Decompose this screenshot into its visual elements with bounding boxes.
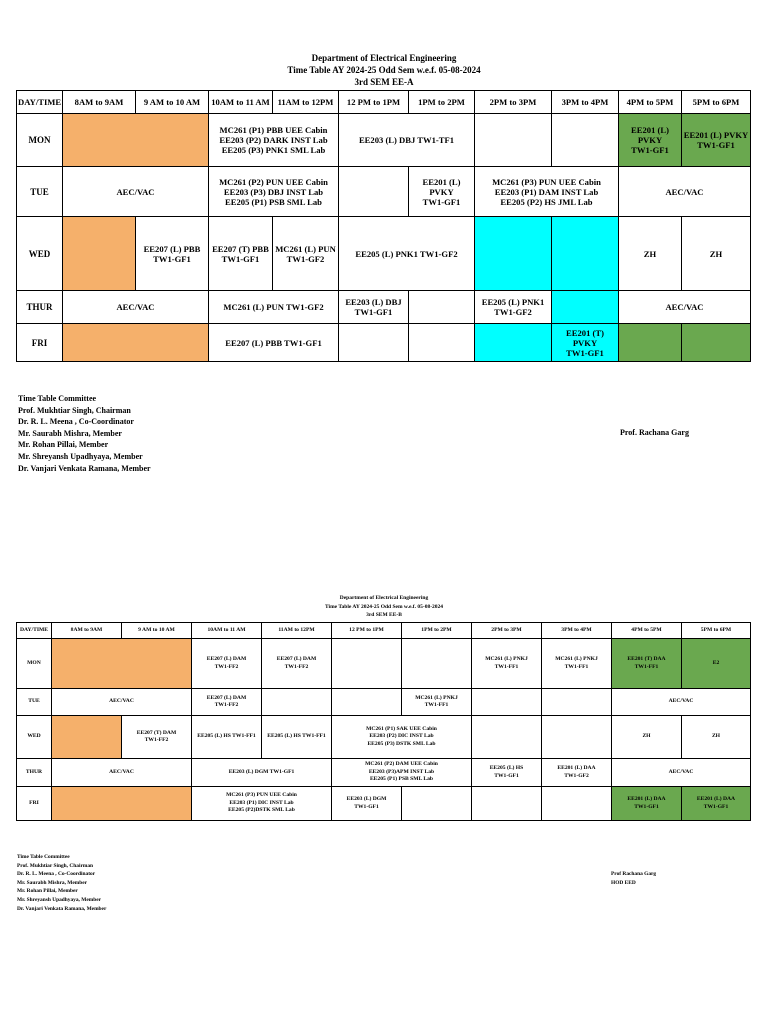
row-fri — [17, 324, 751, 362]
col-header: 9 AM to 10 AM — [122, 623, 192, 639]
empty-slot — [542, 689, 612, 716]
day-label: TUE — [17, 167, 63, 217]
empty-slot — [402, 639, 472, 689]
header-row — [17, 91, 751, 114]
col-header: 11AM to 12PM — [273, 91, 339, 114]
class-cell: ZH — [682, 716, 751, 759]
committee-line: Mr. Saurabh Mishra, Member — [18, 428, 122, 438]
day-label: THUR — [17, 759, 52, 787]
col-header: 1PM to 2PM — [409, 91, 475, 114]
committee-line: Mr. Rohan Pillai, Member — [17, 888, 78, 895]
empty-slot — [339, 167, 409, 217]
day-label: TUE — [17, 689, 52, 716]
empty-slot — [472, 689, 542, 716]
class-cell: EE201 (L) DAA TW1-GF1 — [612, 787, 682, 821]
empty-slot — [475, 217, 552, 291]
empty-slot — [542, 787, 612, 821]
col-header: 9 AM to 10 AM — [136, 91, 209, 114]
col-header: 4PM to 5PM — [612, 623, 682, 639]
col-header: 3PM to 4PM — [552, 91, 619, 114]
session-line: Time Table AY 2024-25 Odd Sem w.e.f. 05-08-2024 — [324, 603, 444, 610]
row-mon — [17, 639, 751, 689]
committee-line: Dr. R. L. Meena , Co-Coordinator — [18, 417, 134, 427]
class-cell: MC261 (P2) DAM UEE Cabin EE203 (P3)APM INST Lab EE205 (P1) PSB SML Lab — [332, 759, 472, 787]
day-label: WED — [17, 716, 52, 759]
empty-slot — [332, 639, 402, 689]
empty-slot — [475, 114, 552, 167]
class-cell: EE205 (L) PNK1 TW1-GF2 — [475, 291, 552, 324]
row-fri — [17, 787, 751, 821]
empty-slot — [682, 324, 751, 362]
class-cell: EE207 (L) PBB TW1-GF1 — [209, 324, 339, 362]
session-line: Time Table AY 2024-25 Odd Sem w.e.f. 05-08-2024 — [287, 65, 481, 75]
empty-slot — [63, 324, 209, 362]
empty-slot — [472, 716, 542, 759]
class-cell: AEC/VAC — [619, 167, 751, 217]
empty-slot — [552, 291, 619, 324]
empty-slot — [339, 324, 409, 362]
class-cell: AEC/VAC — [52, 689, 192, 716]
class-cell: E2 — [682, 639, 751, 689]
signatory-b — [611, 870, 656, 887]
empty-slot — [262, 689, 332, 716]
row-tue — [17, 167, 751, 217]
committee-line: Mr. Shreyansh Upadhyaya, Member — [18, 451, 143, 461]
day-label: MON — [17, 114, 63, 167]
empty-slot — [542, 716, 612, 759]
empty-slot — [52, 716, 122, 759]
timetable-b-header — [0, 594, 768, 620]
class-cell: AEC/VAC — [612, 759, 751, 787]
class-cell: EE201 (T) PVKY TW1-GF1 — [552, 324, 619, 362]
col-header: 2PM to 3PM — [475, 91, 552, 114]
committee-line: Prof. Mukhtiar Singh, Chairman — [18, 405, 131, 415]
committee-line: Prof. Mukhtiar Singh, Chairman — [17, 862, 94, 869]
class-cell: EE207 (L) PBB TW1-GF1 — [136, 217, 209, 291]
committee-list-a — [18, 393, 151, 474]
class-cell: MC261 (P1) PBB UEE Cabin EE203 (P2) DARK INST Lab EE205 (P3) PNK1 SML Lab — [209, 114, 339, 167]
col-header: 10AM to 11 AM — [209, 91, 273, 114]
committee-line: Time Table Committee — [17, 854, 70, 860]
col-header: DAY/TIME — [17, 91, 63, 114]
row-mon — [17, 114, 751, 167]
signatory-title: HOD EED — [611, 879, 636, 886]
col-header: DAY/TIME — [17, 623, 52, 639]
class-cell: AEC/VAC — [52, 759, 192, 787]
timetable-ee-b — [16, 622, 751, 821]
committee-line: Dr. Vanjari Venkata Ramana, Member — [17, 905, 107, 912]
committee-line: Mr. Saurabh Mishra, Member — [17, 879, 88, 886]
class-cell: EE207 (T) PBB TW1-GF1 — [209, 217, 273, 291]
empty-slot — [52, 639, 192, 689]
col-header: 12 PM to 1PM — [339, 91, 409, 114]
empty-slot — [409, 291, 475, 324]
day-label: FRI — [17, 787, 52, 821]
class-cell: EE201 (L) DAA TW1-GF2 — [542, 759, 612, 787]
class-cell: MC261 (L) PNKJ TW1-FF1 — [472, 639, 542, 689]
class-cell: MC261 (P1) SAK UEE Cabin EE203 (P2) DIC INST Lab EE205 (P3) DSTK SML Lab — [332, 716, 472, 759]
day-label: FRI — [17, 324, 63, 362]
class-cell: MC261 (L) PUN TW1-GF2 — [209, 291, 339, 324]
col-header: 5PM to 6PM — [682, 91, 751, 114]
col-header: 4PM to 5PM — [619, 91, 682, 114]
row-wed — [17, 217, 751, 291]
class-cell: AEC/VAC — [619, 291, 751, 324]
class-cell: AEC/VAC — [612, 689, 751, 716]
col-header: 11AM to 12PM — [262, 623, 332, 639]
class-cell: EE201 (L) PVKY TW1-GF1 — [682, 114, 751, 167]
empty-slot — [402, 787, 472, 821]
class-cell: EE207 (T) DAM TW1-FF2 — [122, 716, 192, 759]
committee-line: Dr. Vanjari Venkata Ramana, Member — [18, 463, 151, 473]
col-header: 8AM to 9AM — [52, 623, 122, 639]
timetable-ee-a — [16, 90, 751, 362]
class-cell: EE203 (L) DGM TW1-GF1 — [192, 759, 332, 787]
signatory-a: Prof. Rachana Garg — [620, 428, 689, 437]
section-line: 3rd SEM EE-A — [354, 77, 414, 87]
col-header: 8AM to 9AM — [63, 91, 136, 114]
class-cell: MC261 (L) PNKJ TW1-FF1 — [402, 689, 472, 716]
class-cell: EE203 (L) DBJ TW1-GF1 — [339, 291, 409, 324]
col-header: 3PM to 4PM — [542, 623, 612, 639]
class-cell: EE207 (L) DAM TW1-FF2 — [192, 639, 262, 689]
empty-slot — [409, 324, 475, 362]
row-tue — [17, 689, 751, 716]
class-cell: ZH — [612, 716, 682, 759]
class-cell: AEC/VAC — [63, 291, 209, 324]
class-cell: MC261 (P2) PUN UEE Cabin EE203 (P3) DBJ INST Lab EE205 (P1) PSB SML Lab — [209, 167, 339, 217]
empty-slot — [475, 324, 552, 362]
empty-slot — [619, 324, 682, 362]
class-cell: MC261 (L) PUN TW1-GF2 — [273, 217, 339, 291]
class-cell: EE201 (L) PVKY TW1-GF1 — [409, 167, 475, 217]
empty-slot — [52, 787, 192, 821]
committee-line: Mr. Rohan Pillai, Member — [18, 440, 109, 450]
class-cell: EE201 (T) DAA TW1-FF1 — [612, 639, 682, 689]
empty-slot — [63, 114, 209, 167]
committee-list-b — [17, 853, 106, 913]
section-line: 3rd SEM EE-B — [366, 612, 402, 618]
class-cell: ZH — [682, 217, 751, 291]
class-cell: EE205 (L) PNK1 TW1-GF2 — [339, 217, 475, 291]
day-label: WED — [17, 217, 63, 291]
empty-slot — [552, 114, 619, 167]
header-row — [17, 623, 751, 639]
col-header: 5PM to 6PM — [682, 623, 751, 639]
class-cell: EE205 (L) HS TW1-GF1 — [472, 759, 542, 787]
class-cell: AEC/VAC — [63, 167, 209, 217]
class-cell: EE205 (L) HS TW1-FF1 — [262, 716, 332, 759]
class-cell: MC261 (P3) PUN UEE Cabin EE203 (P1) DIC INST Lab EE205 (P2)DSTK SML Lab — [192, 787, 332, 821]
class-cell: EE203 (L) DBJ TW1-TF1 — [339, 114, 475, 167]
class-cell: EE207 (L) DAM TW1-FF2 — [192, 689, 262, 716]
class-cell: EE205 (L) HS TW1-FF1 — [192, 716, 262, 759]
col-header: 10AM to 11 AM — [192, 623, 262, 639]
row-wed — [17, 716, 751, 759]
signatory-name: Prof Rachana Garg — [611, 871, 657, 877]
day-label: THUR — [17, 291, 63, 324]
day-label: MON — [17, 639, 52, 689]
row-thur — [17, 759, 751, 787]
class-cell: MC261 (P3) PUN UEE Cabin EE203 (P1) DAM INST Lab EE205 (P2) HS JML Lab — [475, 167, 619, 217]
committee-line: Dr. R. L. Meena , Co-Coordinator — [17, 871, 96, 878]
empty-slot — [63, 217, 136, 291]
class-cell: EE207 (L) DAM TW1-FF2 — [262, 639, 332, 689]
row-thur — [17, 291, 751, 324]
empty-slot — [552, 217, 619, 291]
empty-slot — [472, 787, 542, 821]
committee-line: Time Table Committee — [18, 394, 97, 403]
department-title: Department of Electrical Engineering — [311, 53, 457, 63]
col-header: 12 PM to 1PM — [332, 623, 402, 639]
timetable-a-header — [0, 52, 768, 88]
class-cell: MC261 (L) PNKJ TW1-FF1 — [542, 639, 612, 689]
col-header: 1PM to 2PM — [402, 623, 472, 639]
col-header: 2PM to 3PM — [472, 623, 542, 639]
department-title: Department of Electrical Engineering — [339, 595, 429, 601]
empty-slot — [332, 689, 402, 716]
class-cell: EE203 (L) DGM TW1-GF1 — [332, 787, 402, 821]
class-cell: ZH — [619, 217, 682, 291]
committee-line: Mr. Shreyansh Upadhyaya, Member — [17, 896, 102, 903]
class-cell: EE201 (L) DAA TW1-GF1 — [682, 787, 751, 821]
class-cell: EE201 (L) PVKY TW1-GF1 — [619, 114, 682, 167]
